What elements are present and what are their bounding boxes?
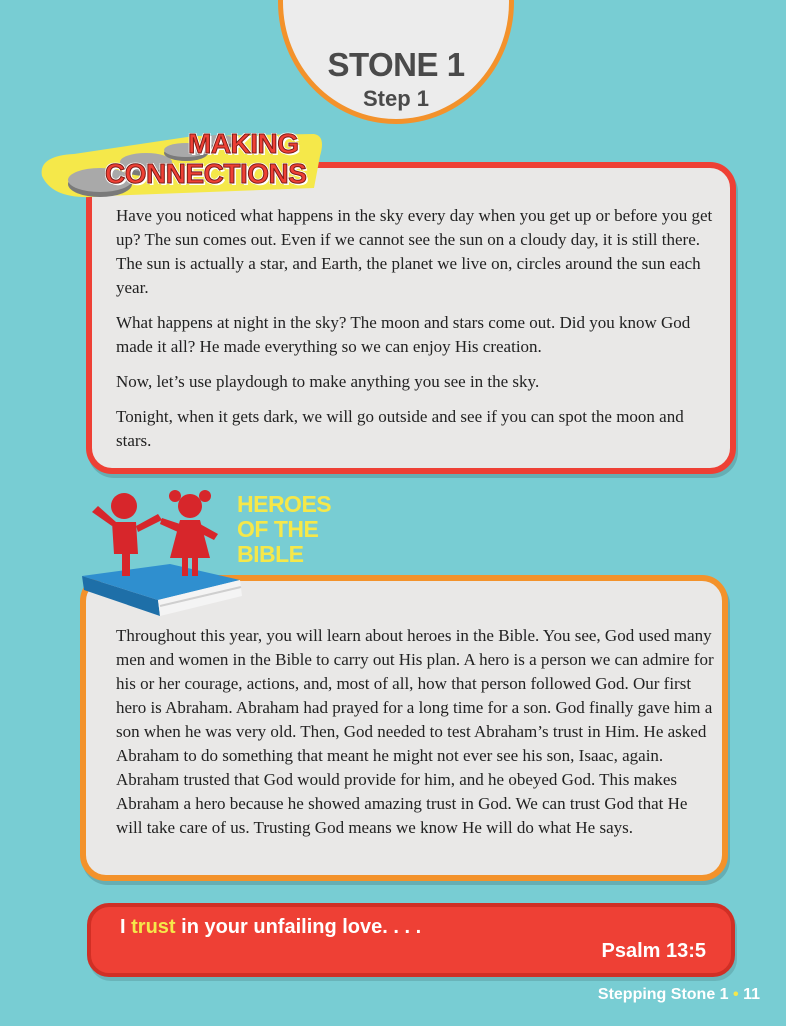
page-step: Step 1: [362, 86, 430, 111]
heroes-label-2: OF THE: [237, 516, 319, 542]
heroes-label-3: BIBLE: [237, 541, 304, 567]
verse-prefix: I: [120, 916, 132, 938]
page-footer: [560, 986, 760, 1004]
verse-highlight: trust: [131, 916, 176, 938]
paragraph: Have you noticed what happens in the sky every day when you get up or before you get up? The sun comes out. Even if we cannot see the sun on a cloudy day, it is still there. The sun is actually a star, and Earth, the planet we live on, circles around the sun each year.: [116, 206, 713, 297]
footer-book: Stepping Stone 1: [597, 986, 729, 1003]
heroes-text: Throughout this year, you will learn about heroes in the Bible. You see, God used many men and women in the Bible to carry out His plan. A hero is a person we can admire for his or her courage, actions, and, most of all, how that person followed God. Our first hero is Abraham. Abraham had prayed for a long time for a son. God finally gave him a son when he was very old. Then, God needed to test Abraham’s trust in Him. He asked Abraham to do something that meant he might not ever see his son, Isaac, again. Abraham trusted that God would provide for him, and he obeyed God. This makes Abraham a hero because he showed amazing trust in God. We can trust God that He will take care of us. Trusting God means we know He will do what He says.: [116, 626, 714, 837]
heroes-label-1: HEROES: [237, 491, 332, 517]
page-title: STONE 1: [327, 46, 465, 83]
verse-text: [120, 916, 421, 939]
verse-reference: Psalm 13:5: [601, 940, 706, 962]
making-connections-label-1: MAKING: [188, 128, 299, 159]
paragraph: Now, let’s use playdough to make anything you see in the sky.: [116, 372, 540, 391]
paragraph: Tonight, when it gets dark, we will go outside and see if you can spot the moon and stars.: [116, 407, 684, 450]
paragraph: What happens at night in the sky? The moon and stars come out. Did you know God made it all? He made everything so we can enjoy His creation.: [116, 313, 691, 356]
footer-separator: •: [733, 986, 739, 1003]
making-connections-text: [116, 204, 716, 464]
verse-suffix: in your unfailing love. . . .: [175, 916, 422, 938]
heroes-label: [237, 492, 357, 567]
making-connections-label-2: CONNECTIONS: [105, 158, 307, 189]
kids-on-bible-icon: [78, 484, 248, 620]
page-number: 11: [743, 986, 760, 1003]
